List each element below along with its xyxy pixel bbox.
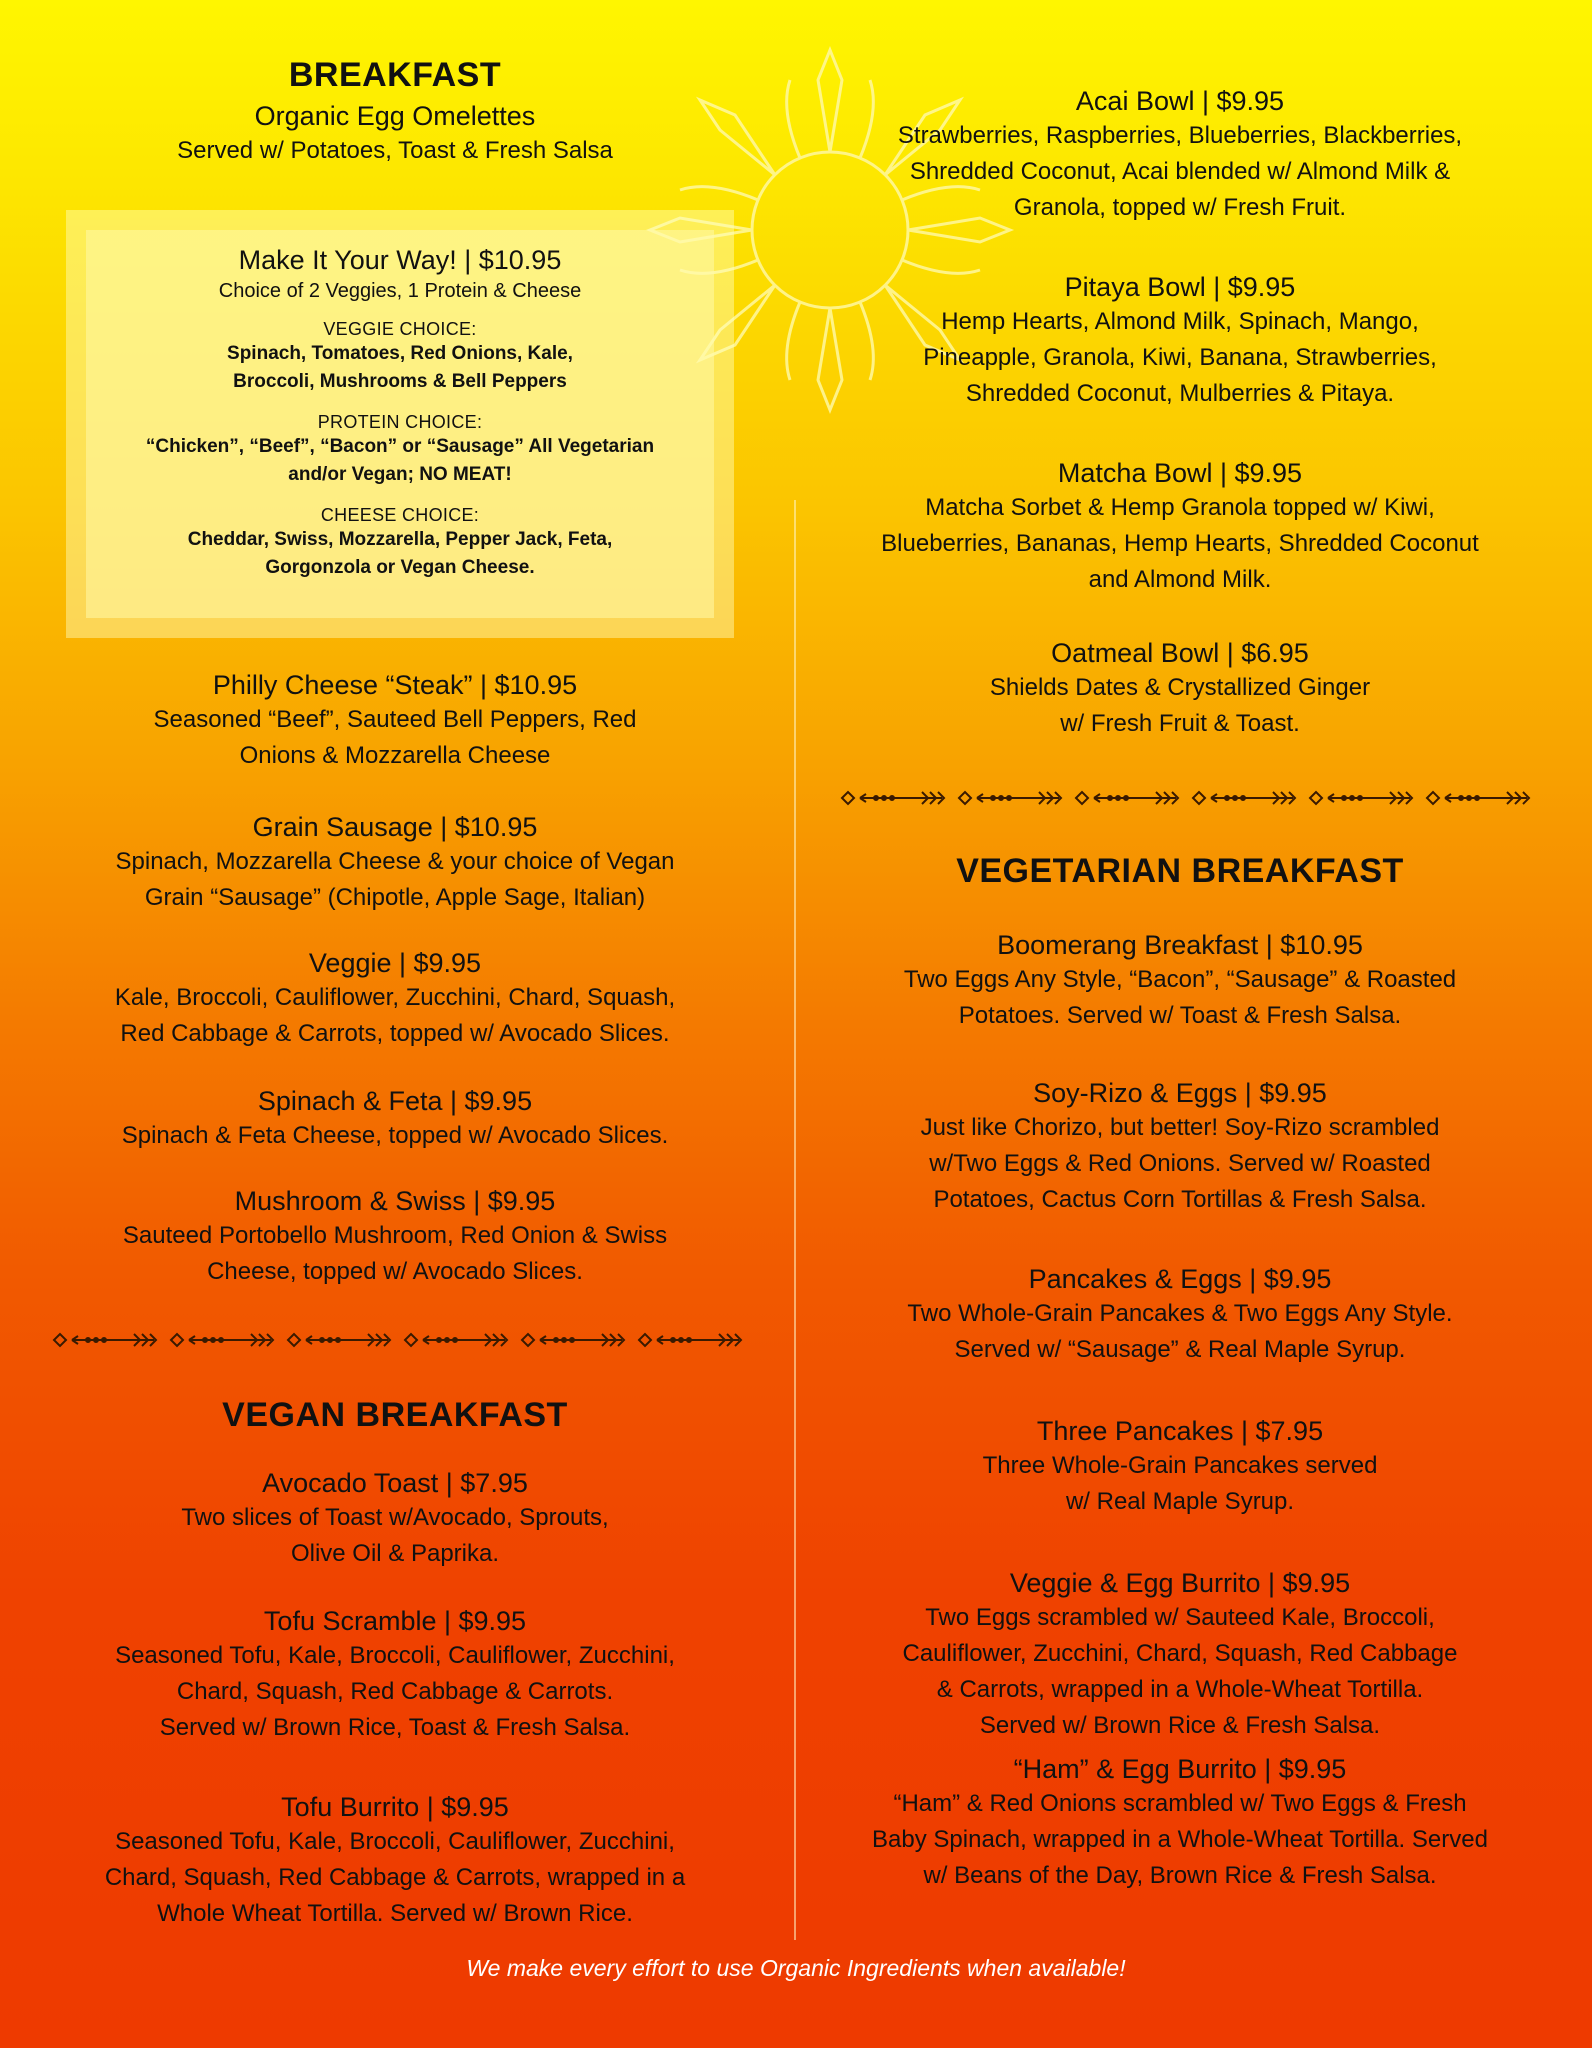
breakfast-items (60, 0, 730, 2048)
menu-item-title: Philly Cheese “Steak” | $10.95 (212, 670, 578, 700)
menu-item-title: Acai Bowl | $9.95 (1075, 86, 1285, 116)
protein-choice-options: “Chicken”, “Beef”, “Bacon” or “Sausage” All Vegetarian and/or Vegan; NO MEAT! (145, 436, 655, 485)
menu-item-desc: Spinach & Feta Cheese, topped w/ Avocado Slices. (121, 1122, 669, 1149)
cheese-choice-label: CHEESE CHOICE: (320, 505, 480, 525)
omelettes-title: Organic Egg Omelettes (254, 101, 536, 131)
menu-item-title: Pancakes & Eggs | $9.95 (1028, 1264, 1332, 1294)
vegan-title: VEGAN BREAKFAST (222, 1396, 568, 1434)
menu-item-desc: Spinach, Mozzarella Cheese & your choice of Vegan Grain “Sausage” (Chipotle, Apple Sage, Italian) (115, 848, 675, 911)
vegetarian-title: VEGETARIAN BREAKFAST (956, 852, 1404, 890)
menu-item-desc: Matcha Sorbet & Hemp Granola topped w/ Kiwi, Blueberries, Bananas, Hemp Hearts, Shredded Coconut and Almond Milk. (881, 494, 1479, 593)
menu-item (60, 1084, 730, 1154)
menu-item-title: Three Pancakes | $7.95 (1036, 1416, 1324, 1446)
bowls-and-vegetarian (820, 0, 1540, 2048)
menu-item-desc: Two Eggs Any Style, “Bacon”, “Sausage” & Roasted Potatoes. Served w/ Toast & Fresh Salsa. (903, 966, 1457, 1029)
ornament-divider-icon (838, 786, 1538, 810)
menu-item-desc: Kale, Broccoli, Cauliflower, Zucchini, Chard, Squash, Red Cabbage & Carrots, topped w/ Avocado Slices. (114, 984, 676, 1047)
menu-item-title: Mushroom & Swiss | $9.95 (234, 1186, 556, 1216)
protein-choice-label: PROTEIN CHOICE: (317, 412, 483, 432)
menu-item-desc: “Ham” & Red Onions scrambled w/ Two Eggs & Fresh Baby Spinach, wrapped in a Whole-Wheat Tortilla. Served w/ Beans of the Day, Brown Rice & Fresh Salsa. (872, 1790, 1488, 1889)
omelettes-subtitle: Served w/ Potatoes, Toast & Fresh Salsa (177, 137, 613, 164)
menu-item-desc: Hemp Hearts, Almond Milk, Spinach, Mango, Pineapple, Granola, Kiwi, Banana, Strawberries, Shredded Coconut, Mulberries & Pitaya. (923, 308, 1437, 407)
menu-item (60, 1790, 730, 1932)
menu-item-title: Matcha Bowl | $9.95 (1057, 458, 1303, 488)
menu-item-desc: Just like Chorizo, but better! Soy-Rizo scrambled w/Two Eggs & Red Onions. Served w/ Roasted Potatoes, Cactus Corn Tortillas & Fresh Salsa. (920, 1114, 1440, 1213)
menu-item-desc: Two Whole-Grain Pancakes & Two Eggs Any Style. Served w/ “Sausage” & Real Maple Syrup. (907, 1300, 1453, 1363)
menu-item-desc: Seasoned “Beef”, Sauteed Bell Peppers, Red Onions & Mozzarella Cheese (153, 706, 637, 769)
menu-item-title: Soy-Rizo & Eggs | $9.95 (1033, 1078, 1327, 1108)
menu-item (60, 668, 730, 774)
menu-item-desc: Three Whole-Grain Pancakes served w/ Real Maple Syrup. (982, 1452, 1378, 1515)
menu-item-desc: Two Eggs scrambled w/ Sauteed Kale, Broccoli, Cauliflower, Zucchini, Chard, Squash, Red Cabbage & Carrots, wrapped in a Whole-Wheat Tortilla. Served w/ Brown Rice & Fresh Salsa. (902, 1604, 1458, 1739)
menu-item (820, 84, 1540, 226)
menu-item-title: Pitaya Bowl | $9.95 (1064, 272, 1296, 302)
menu-item (820, 636, 1540, 742)
menu-item (820, 456, 1540, 598)
vegan-header (60, 1396, 730, 1435)
footer-note: We make every effort to use Organic Ingredients when available! (466, 1955, 1126, 1981)
veggie-choice-label: VEGGIE CHOICE: (323, 319, 477, 339)
menu-item-title: Veggie | $9.95 (308, 948, 482, 978)
menu-item (60, 1184, 730, 1290)
menu-item (60, 810, 730, 916)
menu-item (820, 1566, 1540, 1744)
menu-item (60, 946, 730, 1052)
menu-item (820, 1076, 1540, 1218)
menu-item (60, 1466, 730, 1572)
custom-omelette-title: Make It Your Way! | $10.95 (238, 245, 562, 275)
menu-item (820, 1414, 1540, 1520)
vegetarian-header (820, 852, 1540, 891)
menu-item-desc: Strawberries, Raspberries, Blueberries, Blackberries, Shredded Coconut, Acai blended w/ Almond Milk & Granola, topped w/ Fresh Fruit. (897, 122, 1463, 221)
menu-item-title: Boomerang Breakfast | $10.95 (997, 930, 1363, 960)
breakfast-title: BREAKFAST (288, 56, 502, 94)
menu-item-title: Veggie & Egg Burrito | $9.95 (1009, 1568, 1351, 1598)
menu-item-desc: Seasoned Tofu, Kale, Broccoli, Cauliflower, Zucchini, Chard, Squash, Red Cabbage & Carrots, wrapped in a Whole Wheat Tortilla. Served w/ Brown Rice. (104, 1828, 686, 1927)
menu-item (820, 928, 1540, 1034)
menu-item-title: “Ham” & Egg Burrito | $9.95 (1013, 1754, 1347, 1784)
menu-item-desc: Sauteed Portobello Mushroom, Red Onion & Swiss Cheese, topped w/ Avocado Slices. (122, 1222, 668, 1285)
menu-item (820, 1752, 1540, 1894)
custom-omelette-subtitle: Choice of 2 Veggies, 1 Protein & Cheese (218, 280, 582, 302)
menu-item-title: Tofu Scramble | $9.95 (263, 1606, 527, 1636)
menu-item-desc: Shields Dates & Crystallized Ginger w/ Fresh Fruit & Toast. (989, 674, 1371, 737)
menu-item-title: Grain Sausage | $10.95 (252, 812, 538, 842)
menu-item-title: Oatmeal Bowl | $6.95 (1051, 638, 1309, 668)
ornament-divider-icon (50, 1328, 750, 1352)
veggie-choice-options: Spinach, Tomatoes, Red Onions, Kale, Broccoli, Mushrooms & Bell Peppers (227, 343, 573, 392)
menu-item (820, 270, 1540, 412)
menu-item-title: Tofu Burrito | $9.95 (281, 1792, 509, 1822)
menu-item-desc: Two slices of Toast w/Avocado, Sprouts, Olive Oil & Paprika. (181, 1504, 609, 1567)
menu-item (60, 1604, 730, 1746)
menu-item-title: Spinach & Feta | $9.95 (257, 1086, 533, 1116)
menu-item-title: Avocado Toast | $7.95 (262, 1468, 528, 1498)
menu-item-desc: Seasoned Tofu, Kale, Broccoli, Cauliflower, Zucchini, Chard, Squash, Red Cabbage & Carrots. Served w/ Brown Rice, Toast & Fresh Salsa. (115, 1642, 675, 1741)
column-divider (794, 500, 796, 1940)
cheese-choice-options: Cheddar, Swiss, Mozzarella, Pepper Jack, Feta, Gorgonzola or Vegan Cheese. (187, 529, 613, 578)
menu-item (820, 1262, 1540, 1368)
